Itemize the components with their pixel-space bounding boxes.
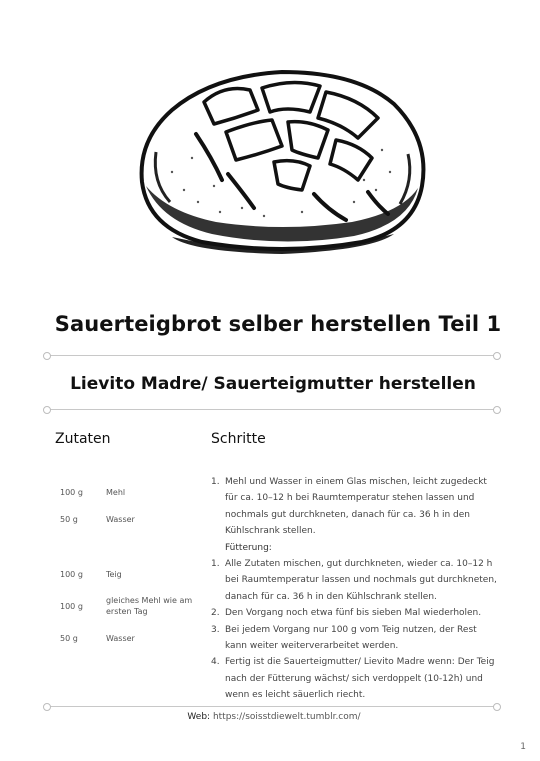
- ingredient-name: Mehl: [106, 488, 126, 497]
- page-title: Sauerteigbrot selber herstellen Teil 1: [54, 312, 502, 336]
- divider-top: [50, 355, 494, 356]
- step-item: [211, 622, 501, 655]
- step-number: 1.: [211, 559, 220, 570]
- step-text: Alle Zutaten mischen, gut durchkneten, wieder ca. 10–12 h bei Raumtemperatur lassen und nochmals gut durchkneten, danach für ca. 36 h in den Kühlschrank stellen.: [225, 559, 497, 602]
- steps-list: [211, 474, 501, 704]
- feeding-subheading: Fütterung:: [225, 542, 272, 553]
- step-text: Den Vorgang noch etwa fünf bis sieben Mal wiederholen.: [225, 608, 482, 619]
- footer-url-link[interactable]: https://soisstdiewelt.tumblr.com/: [212, 712, 361, 722]
- step-item: [211, 605, 501, 621]
- ingredient-name: Wasser: [106, 515, 135, 524]
- step-text: Mehl und Wasser in einem Glas mischen, leicht zugedeckt für ca. 10–12 h bei Raumtemperatur stehen lassen und nochmals gut durchkneten, danach für ca. 36 h in den Kühlschrank stellen.: [225, 477, 487, 537]
- steps-heading: Schritte: [211, 431, 266, 447]
- ingredient-amount: 50 g: [60, 634, 78, 643]
- step-number: 1.: [211, 477, 220, 487]
- page-number: 1: [520, 742, 526, 752]
- bread-illustration: [132, 62, 432, 262]
- step-text: Fertig ist die Sauerteigmutter/ Lievito Madre wenn: Der Teig nach der Fütterung wächst/ sich verdoppelt (10-12h) und wenn es leicht säuerlich riecht.: [225, 657, 495, 701]
- ingredient-amount: 100 g: [60, 602, 83, 611]
- step-number: 4.: [211, 657, 220, 668]
- ingredient-amount: 100 g: [60, 488, 83, 497]
- step-item: [211, 654, 501, 703]
- ingredient-amount: 100 g: [60, 570, 83, 579]
- footer: [0, 712, 540, 722]
- step-text: Bei jedem Vorgang nur 100 g vom Teig nutzen, der Rest kann weiter weiterverarbeitet werden.: [225, 624, 477, 652]
- ingredients-heading: Zutaten: [55, 431, 111, 447]
- step-number: 2.: [211, 608, 220, 619]
- step-item: [211, 474, 501, 540]
- ingredient-name: Teig: [106, 570, 122, 579]
- recipe-subtitle: Lievito Madre/ Sauerteigmutter herstellen: [70, 374, 476, 394]
- divider-bottom: [50, 706, 494, 707]
- step-number: 3.: [211, 624, 220, 635]
- ingredient-amount: 50 g: [60, 515, 78, 524]
- ingredient-name: Wasser: [106, 634, 135, 643]
- footer-label: Web:: [187, 712, 211, 722]
- step-item: [211, 556, 501, 605]
- ingredient-name: gleiches Mehl wie am ersten Tag: [106, 596, 193, 616]
- divider-middle: [50, 409, 494, 410]
